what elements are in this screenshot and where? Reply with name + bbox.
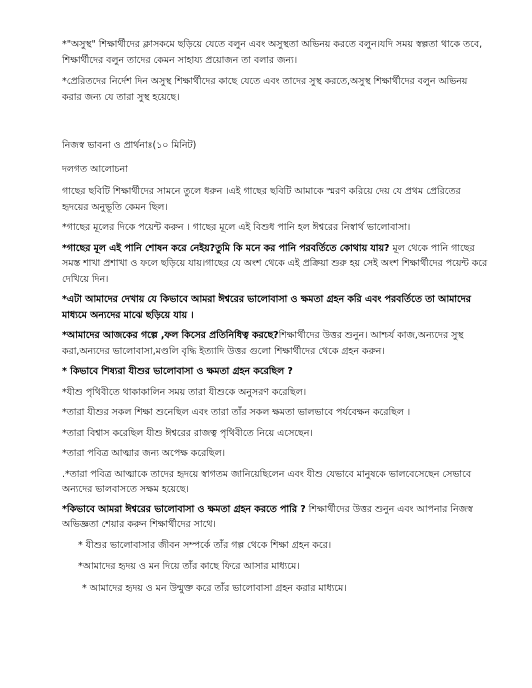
group-discussion-label: দলগত আলোচনা [62,163,128,175]
point-return-heart: *আমাদের হৃদয় ও মন দিয়ে তাঁর কাছে ফিরে আসার মাধ্যমে। [78,561,300,572]
paragraph-fruit-question [62,328,488,359]
paragraph-sick-students: *"অসুস্থ" শিক্ষার্থীদের ক্লাসকমে ছড়িয়ে যেতে বলুন এবং অসুস্থতা অভিনয় করতে বলুন।যদি সময় স্বল্পতা থাকে তবে, শিক্ষার্থীদের বলুন তাদের কেমন সাহায্য প্রয়োজন তা বলার জন্য। [62,39,483,66]
point-open-heart: * আমাদের হৃদয় ও মন উন্মুক্ত করে তাঁর ভালোবাসা গ্রহন করার মাধ্যমে। [82,582,347,594]
point-followed-jesus: *যীশু পৃথিবীতে থাকাকালিন সময় তারা যীশুকে অনুসরণ করেছিল। [62,386,307,398]
water-question-bold: *গাছের মূল এই পানি শোষন করে নেইয়?তুমি কি মনে কর পানি পরবর্তিতে কোথায় যায়? [62,242,390,254]
fruit-answer: শিক্ষার্থীদের উত্তর শুনুন। আশ্চর্য কাজ,অন্যদের সুস্থ করা,অন্যদের ভালোবাসা,মণ্ডলি বৃদ্ধি ইত্যাদি উত্তর গুলো শিক্ষার্থীদের থেকে গ্রহন করুন। [62,330,464,357]
how-we-receive-bold: *কিভাবে আমরা ঈশ্বরের ভালোবাসা ও ক্ষমতা গ্রহন করতে পারি ? [62,503,306,515]
paragraph-apostles-heal: *প্রেরিতদের নির্দেশ দিন অসুস্থ শিক্ষার্থীদের কাছে যেতে এবং তাদের সুস্থ করতে,অসুস্থ শিক্ষার্থীদের বলুন অভিনয় করার জন্য যে তারা সুস্থ হয়েছে। [62,76,468,103]
fruit-question-bold: *আমাদের আজকের গল্পে ,ফল কিসের প্রতিনিধিত্ব করছে? [62,330,279,341]
paragraph-receive-love: *এটা আমাদের দেখায় যে কিভাবে আমরা ঈশ্বরের ভালোবাসা ও ক্ষমতা গ্রহন করি এবং পরবর্তিতে তা আমাদের মাধ্যমে অন্যদের মাঝে ছড়িয়ে যায় । [62,294,471,321]
point-welcomed-spirit: .*তারা পবিত্র আত্মাকে তাদের হৃদয়ে স্বাগতম জানিয়েছিলেন এবং যীশু যেভাবে মানুষকে ভালবেসেছেন সেভাবে অন্যদের ভালবাসতে সক্ষম হয়েছে। [62,468,472,495]
paragraph-tree-root: *গাছের মূলের দিকে পয়েন্ট করুন । গাছের মূলে এই বিশুধ পানি হল ঈশ্বরের নিস্বার্থ ভালোবাসা। [62,222,411,233]
paragraph-how-we-receive [62,502,488,533]
water-answer: মূল থেকে পানি গাছের সমস্ত শাখা প্রশাখা ও ফলে ছড়িয়ে যায়।গাছের যে অংশ থেকে এই প্রক্রিয়া শুরু হয় সেই অংশ শিক্ষার্থীদের পয়েন্ট করে দেখিয়ে দিন। [62,242,488,285]
how-we-receive-answer: শিক্ষার্থীদের উত্তর শুনুন এবং আপনার নিজস্ব অভিজ্ঞতা শেয়ার করুন শিক্ষার্থীদের সাথে। [62,503,473,530]
point-believed-kingdom: *তারা বিশ্বাস করেছিল যীশু ঈশ্বরের রাজত্ব পৃথিবীতে নিয়ে এসেছেন। [62,427,313,439]
point-learn-story: * যীশুর ভালোবাসার জীবন সম্পর্কে তাঁর গল্প থেকে শিক্ষা গ্রহন করে। [78,539,332,551]
paragraph-tree-picture: গাছের ছবিটি শিক্ষার্থীদের সামনে তুলে ধরুন ।এই গাছের ছবিটি আমাকে স্মরণ করিয়ে দেয় যে প্রথম প্রেরিতের হৃদয়ের অনুভূতি কেমন ছিল। [62,186,461,213]
paragraph-disciples-question: * কিভাবে শিষ্যরা যীশুর ভালোবাসা ও ক্ষমতা গ্রহন করেছিল ? [62,366,293,377]
section-heading-reflection: নিজস্ব ভাবনা ও প্রার্থনাঃ(১০ মিনিট) [62,140,197,151]
point-waited-spirit: *তারা পবিত্র আত্মার জন্য অপেক্ষ করেছিল। [62,448,225,459]
paragraph-water-question [62,241,488,288]
point-heard-teaching: *তারা যীশুর সকল শিক্ষা শুনেছিল এবং তারা তাঁর সকল ক্ষমতা ভালভাবে পর্যবেক্ষন করেছিল । [62,407,411,418]
